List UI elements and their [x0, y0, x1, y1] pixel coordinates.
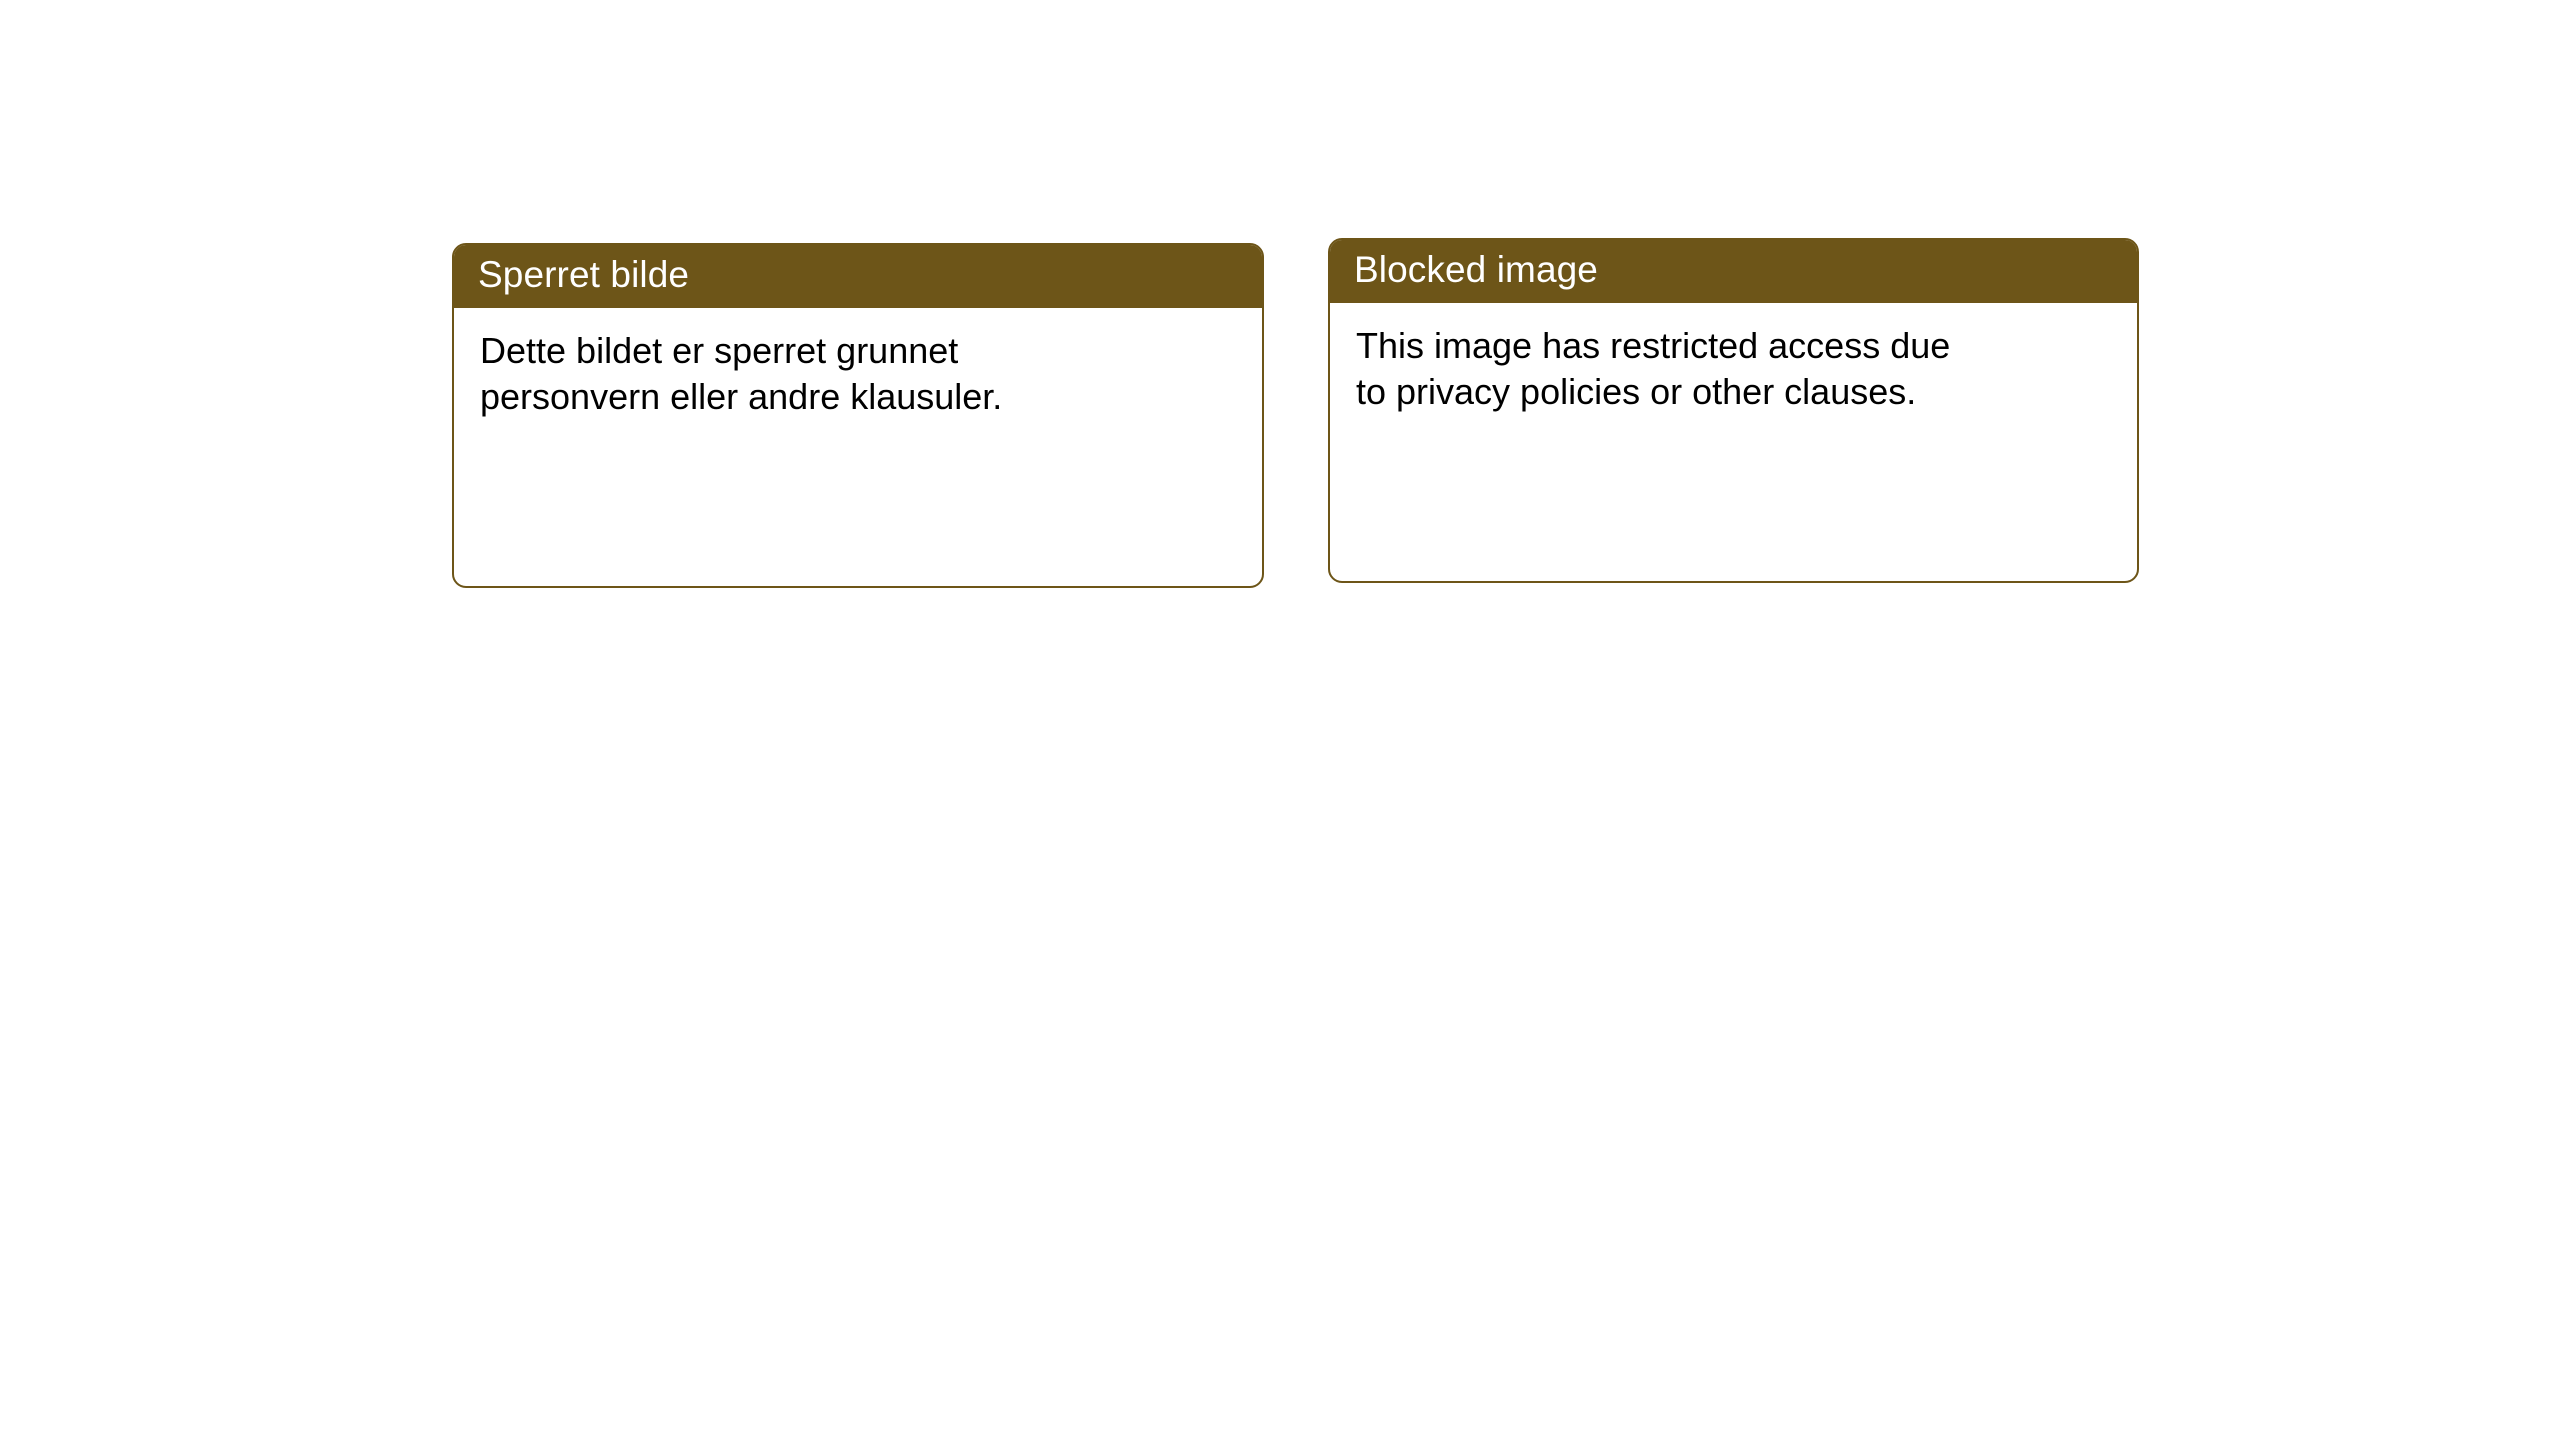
- blocked-image-notice-en: [1328, 238, 2139, 583]
- blocked-image-notice-no: [452, 243, 1264, 588]
- notice-message-no: Dette bildet er sperret grunnet personvern eller andre klausuler.: [480, 329, 1003, 417]
- notice-message-en: This image has restricted access due to privacy policies or other clauses.: [1356, 324, 1951, 412]
- notice-title-no: Sperret bilde: [454, 245, 1262, 308]
- notice-title-en: Blocked image: [1330, 240, 2137, 303]
